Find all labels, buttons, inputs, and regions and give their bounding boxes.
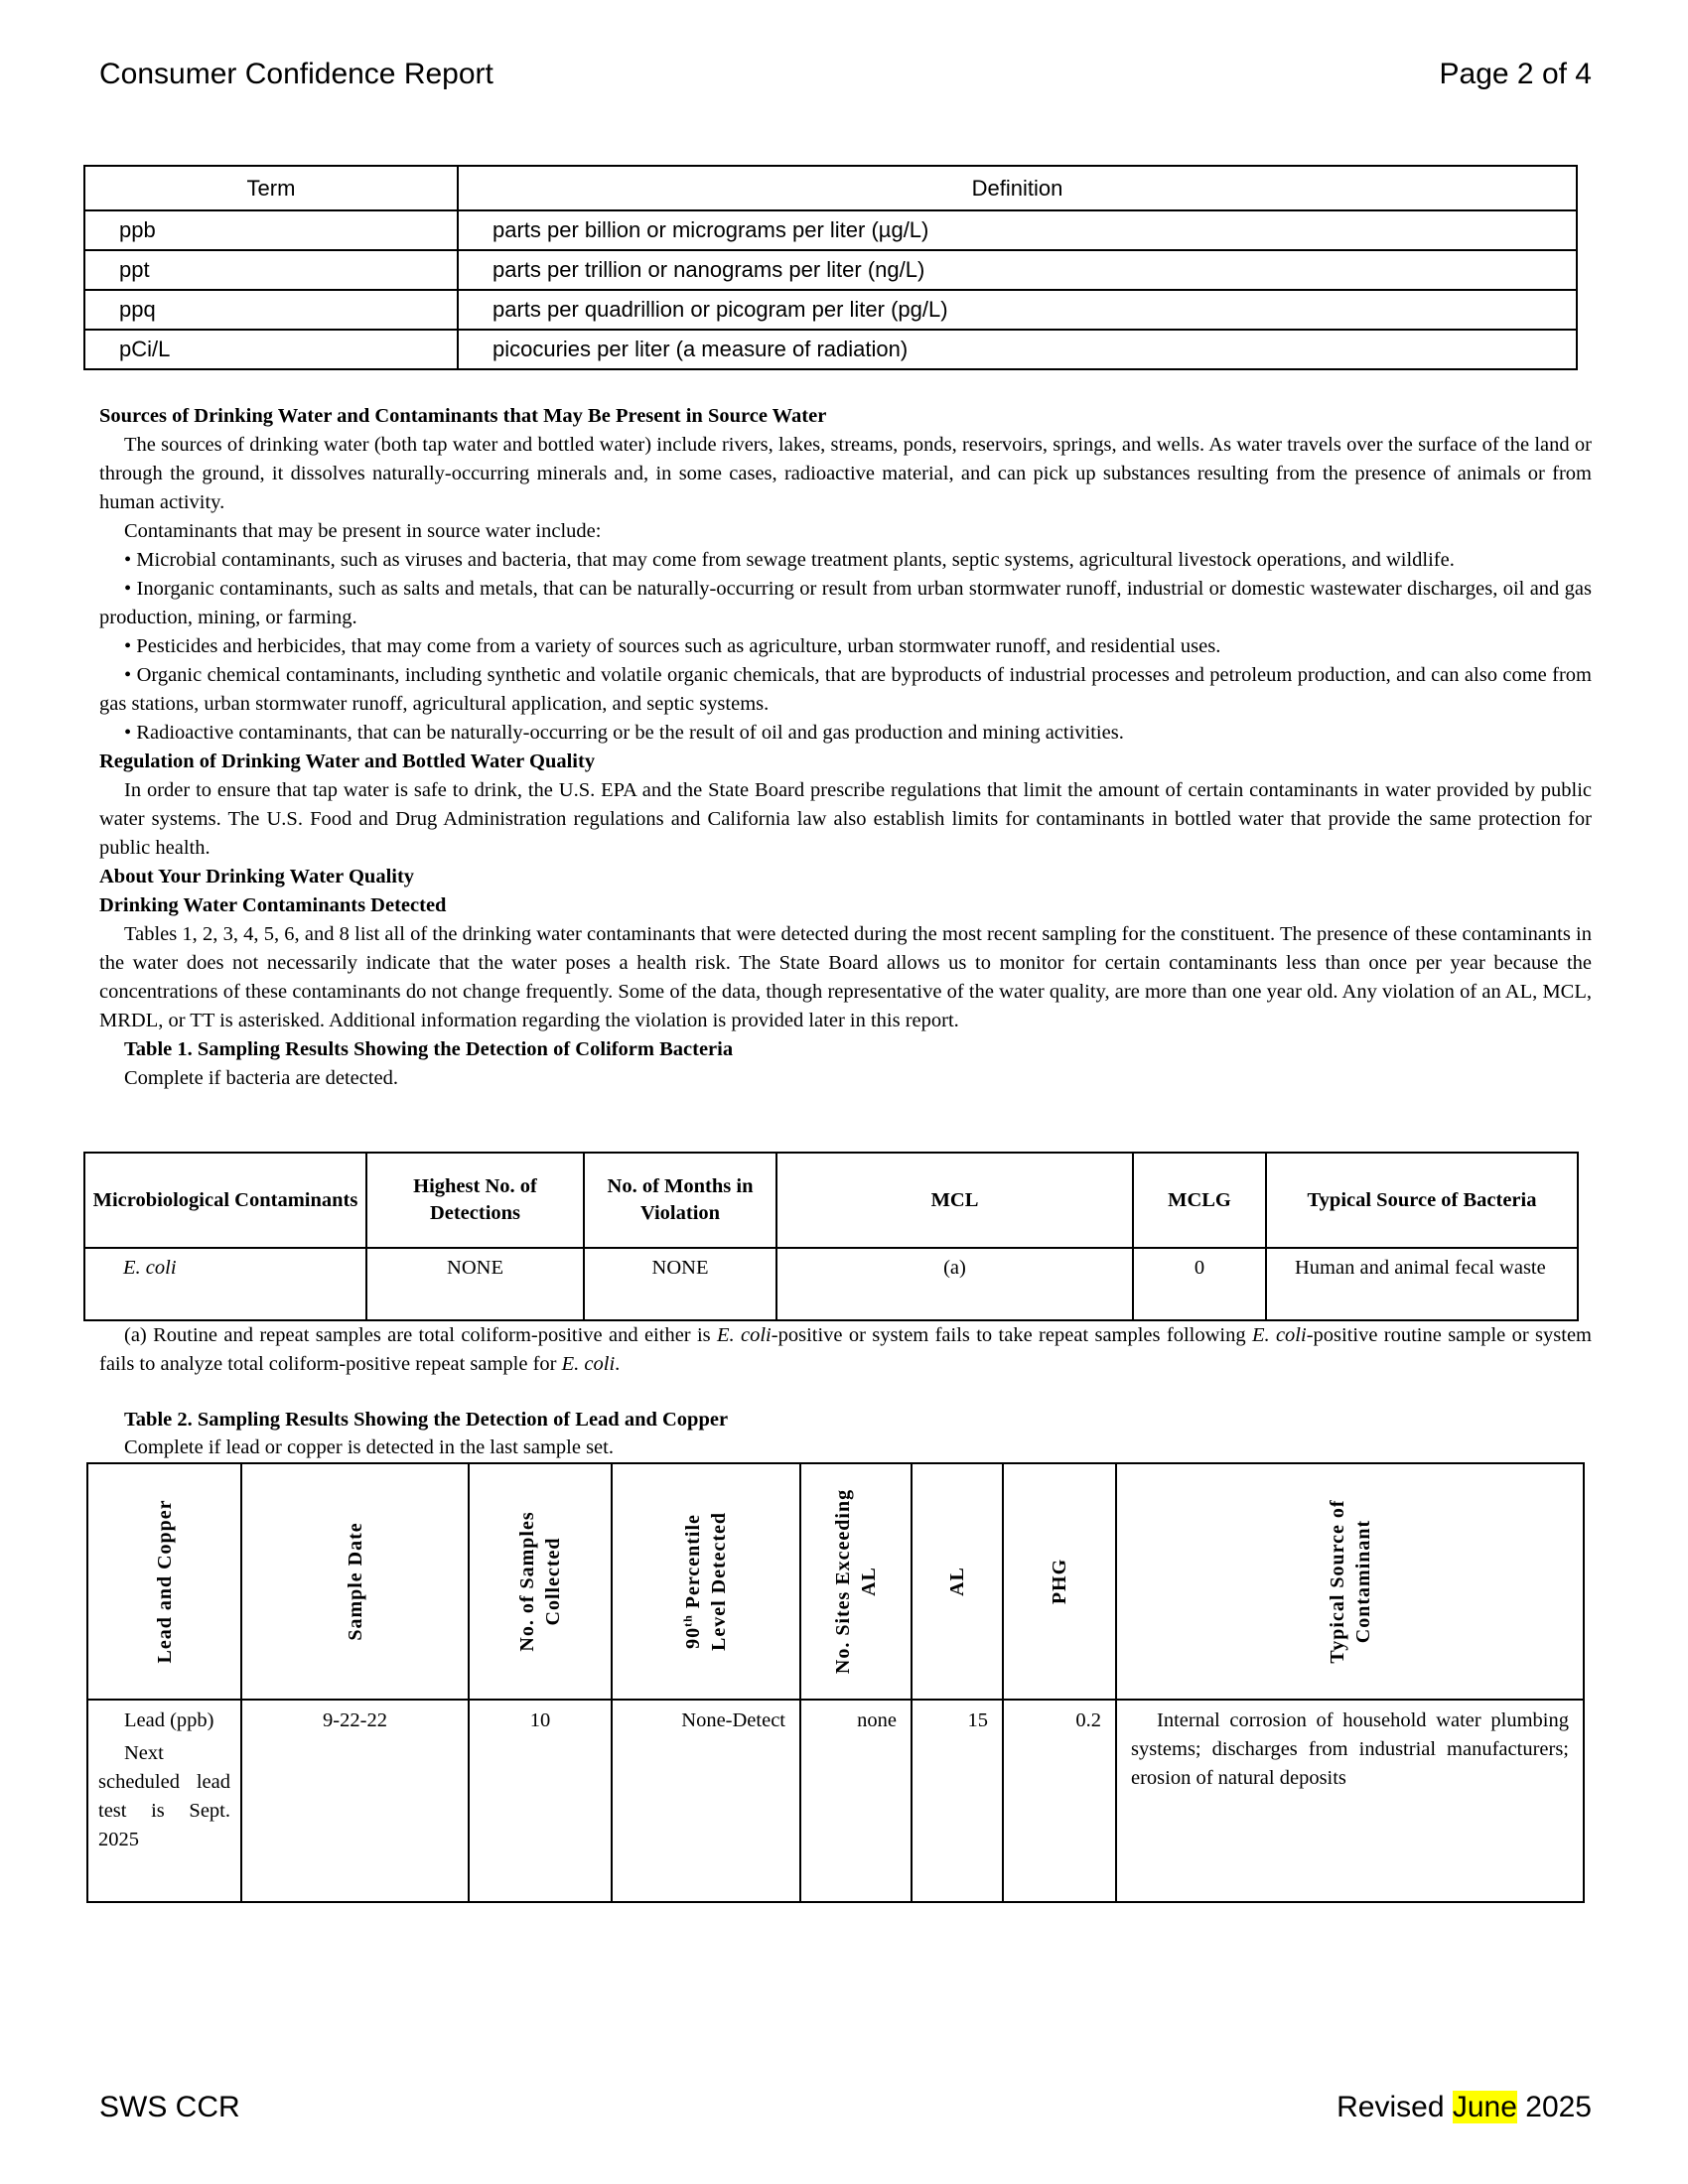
contaminant-name: Lead (ppb)	[124, 1709, 214, 1731]
section-heading-sources: Sources of Drinking Water and Contaminants that May Be Present in Source Water	[99, 405, 827, 427]
definition-cell: parts per billion or micrograms per liter (µg/L)	[458, 210, 1577, 250]
table-row	[84, 330, 1577, 369]
column-header	[1116, 1463, 1584, 1700]
definitions-table	[83, 165, 1578, 370]
term-cell: ppt	[84, 250, 458, 290]
footnote-text: .	[615, 1353, 621, 1375]
table1-footnote	[99, 1321, 1592, 1379]
column-header	[469, 1463, 612, 1700]
sample-date-cell: 9-22-22	[241, 1700, 469, 1902]
table2-note: Complete if lead or copper is detected in the last sample set.	[124, 1436, 614, 1458]
column-header-label: AL	[946, 1567, 968, 1596]
highlighted-month: June	[1452, 2091, 1517, 2123]
column-header-label: PHG	[1049, 1558, 1070, 1605]
percentile-cell: None-Detect	[612, 1700, 800, 1902]
section-heading-regulation: Regulation of Drinking Water and Bottled Water Quality	[99, 751, 596, 772]
bullet-item: • Pesticides and herbicides, that may come from a variety of sources such as agriculture, urban stormwater runoff, and residential uses.	[124, 635, 1221, 657]
table-row	[84, 290, 1577, 330]
paragraph: In order to ensure that tap water is safe to drink, the U.S. EPA and the State Board prescribe regulations that limit the amount of certain contaminants in water provided by public water systems. The U.S. Food and Drug Administration regulations and California law also establish limits for contaminants in bottled water that provide the same protection for public health.	[99, 779, 1592, 859]
samples-collected-cell: 10	[469, 1700, 612, 1902]
sites-exceeding-cell: none	[800, 1700, 912, 1902]
column-header: Typical Source of Bacteria	[1266, 1153, 1578, 1248]
footer-left: SWS CCR	[99, 2091, 240, 2123]
al-cell: 15	[912, 1700, 1003, 1902]
footnote-italic: E. coli	[1251, 1324, 1307, 1346]
term-cell: pCi/L	[84, 330, 458, 369]
column-header	[912, 1463, 1003, 1700]
bullet-item: • Organic chemical contaminants, including synthetic and volatile organic chemicals, that are byproducts of industrial processes and petroleum production, and can also come from gas stations, urban stormwater runoff, agricultural application, and septic systems.	[99, 664, 1592, 715]
bullet-item: • Microbial contaminants, such as viruses and bacteria, that may come from sewage treatment plants, septic systems, agricultural livestock operations, and wildlife.	[124, 549, 1455, 571]
footnote-text: -positive routine sample or system fails to analyze total coliform-positive repeat sample for	[99, 1324, 1593, 1375]
term-cell: ppb	[84, 210, 458, 250]
table-header-row	[84, 166, 1577, 210]
page-header-title: Consumer Confidence Report	[99, 58, 493, 90]
source-cell: Internal corrosion of household water plumbing systems; discharges from industrial manufacturers; erosion of natural deposits	[1116, 1700, 1584, 1902]
table-row	[84, 210, 1577, 250]
column-header	[87, 1463, 241, 1700]
table-row	[87, 1700, 1584, 1902]
months-violation-cell: NONE	[584, 1248, 776, 1320]
column-header-label: Typical Source of Contaminant	[1326, 1499, 1374, 1664]
column-header	[1003, 1463, 1116, 1700]
section-heading-about: About Your Drinking Water Quality	[99, 866, 415, 887]
column-header-label: Sample Date	[344, 1522, 366, 1641]
lead-copper-table	[86, 1462, 1585, 1903]
detections-cell: NONE	[366, 1248, 584, 1320]
column-header: No. of Months in Violation	[584, 1153, 776, 1248]
source-cell: Human and animal fecal waste	[1266, 1248, 1578, 1320]
table2-caption	[99, 1406, 1592, 1460]
section-subheading-detected: Drinking Water Contaminants Detected	[99, 894, 447, 916]
definition-cell: parts per trillion or nanograms per liter (ng/L)	[458, 250, 1577, 290]
table1-title: Table 1. Sampling Results Showing the Detection of Coliform Bacteria	[124, 1038, 734, 1060]
coliform-table	[83, 1152, 1579, 1321]
term-cell: ppq	[84, 290, 458, 330]
column-header-label: No. Sites Exceeding AL	[832, 1488, 880, 1675]
column-header-term: Term	[84, 166, 458, 210]
table2-title: Table 2. Sampling Results Showing the Detection of Lead and Copper	[124, 1409, 729, 1431]
paragraph: Tables 1, 2, 3, 4, 5, 6, and 8 list all of the drinking water contaminants that were detected during the most recent sampling for the constituent. The presence of these contaminants in the water does not necessarily indicate that the water poses a health risk. The State Board allows us to monitor for certain contaminants less than once per year because the concentrations of these contaminants do not change frequently. Some of the data, though representative of the water quality, are more than one year old. Any violation of an AL, MCL, MRDL, or TT is asterisked. Additional information regarding the violation is provided later in this report.	[99, 923, 1592, 1031]
footnote-italic: E. coli	[561, 1353, 616, 1375]
bullet-item: • Radioactive contaminants, that can be naturally-occurring or be the result of oil and gas production and mining activities.	[124, 722, 1124, 744]
column-header-label: No. of Samples Collected	[516, 1511, 564, 1652]
footnote-text: (a) Routine and repeat samples are total coliform-positive and either is	[124, 1324, 718, 1346]
phg-cell: 0.2	[1003, 1700, 1116, 1902]
column-header	[241, 1463, 469, 1700]
bullet-item: • Inorganic contaminants, such as salts and metals, that can be naturally-occurring or result from urban stormwater runoff, industrial or domestic wastewater discharges, oil and gas production, mining, or farming.	[99, 578, 1592, 628]
column-header: Microbiological Contaminants	[84, 1153, 366, 1248]
column-header: Highest No. of Detections	[366, 1153, 584, 1248]
footer-year: 2025	[1516, 2091, 1592, 2123]
column-header-label: Lead and Copper	[153, 1499, 176, 1664]
column-header: MCL	[776, 1153, 1133, 1248]
paragraph: The sources of drinking water (both tap water and bottled water) include rivers, lakes, streams, ponds, reservoirs, springs, and wells. As water travels over the surface of the land or through the ground, it dissolves naturally-occurring minerals and, in some cases, radioactive material, and can pick up substances resulting from the presence of animals or from human activity.	[99, 434, 1592, 513]
column-header: MCLG	[1133, 1153, 1266, 1248]
definition-cell: picocuries per liter (a measure of radiation)	[458, 330, 1577, 369]
footer-revision	[1336, 2091, 1592, 2124]
table-header-row	[87, 1463, 1584, 1700]
footnote-italic: E. coli	[717, 1324, 772, 1346]
definition-cell: parts per quadrillion or picogram per liter (pg/L)	[458, 290, 1577, 330]
next-test-note: Next scheduled lead test is Sept. 2025	[98, 1742, 230, 1850]
mcl-cell: (a)	[776, 1248, 1133, 1320]
page-number: Page 2 of 4	[1439, 58, 1592, 90]
body-text-section	[99, 402, 1592, 1093]
table1-note: Complete if bacteria are detected.	[124, 1067, 399, 1089]
mclg-cell: 0	[1133, 1248, 1266, 1320]
column-header	[800, 1463, 912, 1700]
contaminant-cell: E. coli	[84, 1248, 366, 1320]
column-header-label: 90th Percentile Level Detected	[680, 1511, 730, 1652]
paragraph: Contaminants that may be present in source water include:	[124, 520, 602, 542]
column-header-definition: Definition	[458, 166, 1577, 210]
contaminant-cell	[87, 1700, 241, 1902]
table-header-row	[84, 1153, 1578, 1248]
table-row	[84, 250, 1577, 290]
column-header	[612, 1463, 800, 1700]
table-row	[84, 1248, 1578, 1320]
footer-revised-label: Revised	[1336, 2091, 1453, 2123]
footnote-text: -positive or system fails to take repeat samples following	[771, 1324, 1252, 1346]
